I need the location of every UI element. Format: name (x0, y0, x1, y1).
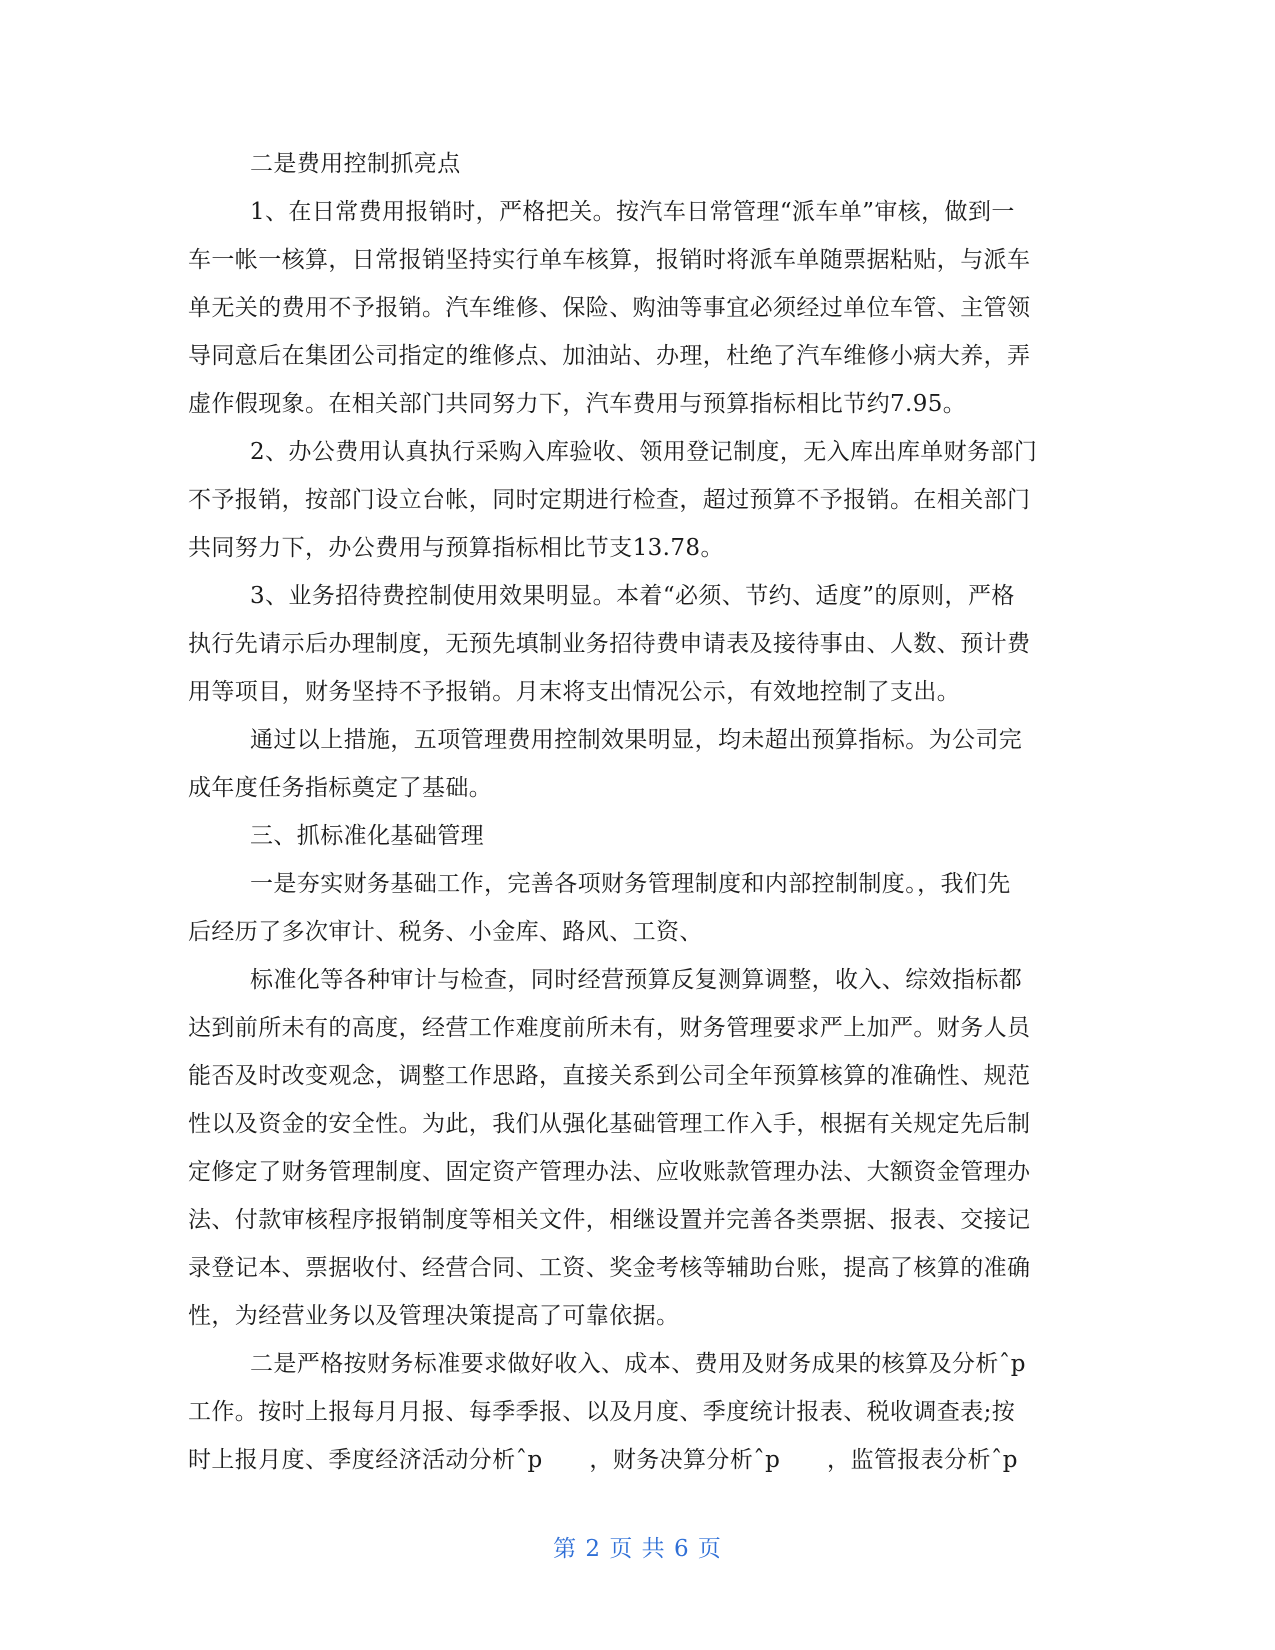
text-line: 用等项目，财务坚持不予报销。月末将支出情况公示，有效地控制了支出。 (188, 679, 961, 705)
page-number-label: 第 2 页 共 6 页 (553, 1536, 722, 1562)
text-line: 性以及资金的安全性。为此，我们从强化基础管理工作入手，根据有关规定先后制 (188, 1111, 1031, 1137)
paragraph (188, 572, 1088, 716)
text-line: 法、付款审核程序报销制度等相关文件，相继设置并完善各类票据、报表、交接记 (188, 1207, 1031, 1233)
text-line: 共同努力下，办公费用与预算指标相比节支13.78。 (188, 535, 724, 561)
text-line: 执行先请示后办理制度，无预先填制业务招待费申请表及接待事由、人数、预计费 (188, 631, 1031, 657)
paragraph (188, 188, 1088, 428)
text-line: 后经历了多次审计、税务、小金库、路风、工资、 (188, 919, 703, 945)
paragraph (188, 716, 1088, 812)
text-line: 三、抓标准化基础管理 (250, 823, 484, 849)
text-line: 虚作假现象。在相关部门共同努力下，汽车费用与预算指标相比节约7.95。 (188, 391, 967, 417)
paragraph (188, 860, 1088, 956)
text-line: 成年度任务指标奠定了基础。 (188, 775, 493, 801)
text-line: 定修定了财务管理制度、固定资产管理办法、应收账款管理办法、大额资金管理办 (188, 1159, 1031, 1185)
text-line: 二是费用控制抓亮点 (250, 151, 461, 177)
text-line: 达到前所未有的高度，经营工作难度前所未有，财务管理要求严上加严。财务人员 (188, 1015, 1031, 1041)
paragraph (188, 428, 1088, 572)
text-line: 1、在日常费用报销时，严格把关。按汽车日常管理“派车单”审核，做到一 (250, 199, 1015, 225)
text-line: 通过以上措施，五项管理费用控制效果明显，均未超出预算指标。为公司完 (250, 727, 1023, 753)
text-line: 时上报月度、季度经济活动分析ˆp ，财务决算分析ˆp ，监管报表分析ˆp (188, 1447, 1018, 1473)
text-line: 性，为经营业务以及管理决策提高了可靠依据。 (188, 1303, 680, 1329)
text-line: 录登记本、票据收付、经营合同、工资、奖金考核等辅助台账，提高了核算的准确 (188, 1255, 1031, 1281)
text-line: 单无关的费用不予报销。汽车维修、保险、购油等事宜必须经过单位车管、主管领 (188, 295, 1031, 321)
text-line: 标准化等各种审计与检查，同时经营预算反复测算调整，收入、综效指标都 (250, 967, 1023, 993)
text-line: 3、业务招待费控制使用效果明显。本着“必须、节约、适度”的原则，严格 (250, 583, 1015, 609)
paragraph (188, 956, 1088, 1340)
page-footer (0, 1530, 1275, 1563)
text-line: 能否及时改变观念，调整工作思路，直接关系到公司全年预算核算的准确性、规范 (188, 1063, 1031, 1089)
text-line: 车一帐一核算，日常报销坚持实行单车核算，报销时将派车单随票据粘贴，与派车 (188, 247, 1031, 273)
text-line: 工作。按时上报每月月报、每季季报、以及月度、季度统计报表、税收调查表;按 (188, 1399, 1016, 1425)
paragraph (188, 140, 1088, 188)
text-line: 一是夯实财务基础工作，完善各项财务管理制度和内部控制制度。，我们先 (250, 871, 1011, 897)
paragraph (188, 812, 1088, 860)
text-line: 2、办公费用认真执行采购入库验收、领用登记制度，无入库出库单财务部门 (250, 439, 1038, 465)
text-line: 导同意后在集团公司指定的维修点、加油站、办理，杜绝了汽车维修小病大养，弄 (188, 343, 1031, 369)
document-body (188, 140, 1088, 1484)
text-line: 不予报销，按部门设立台帐，同时定期进行检查，超过预算不予报销。在相关部门 (188, 487, 1031, 513)
paragraph (188, 1340, 1088, 1484)
text-line: 二是严格按财务标准要求做好收入、成本、费用及财务成果的核算及分析ˆp (250, 1351, 1026, 1377)
